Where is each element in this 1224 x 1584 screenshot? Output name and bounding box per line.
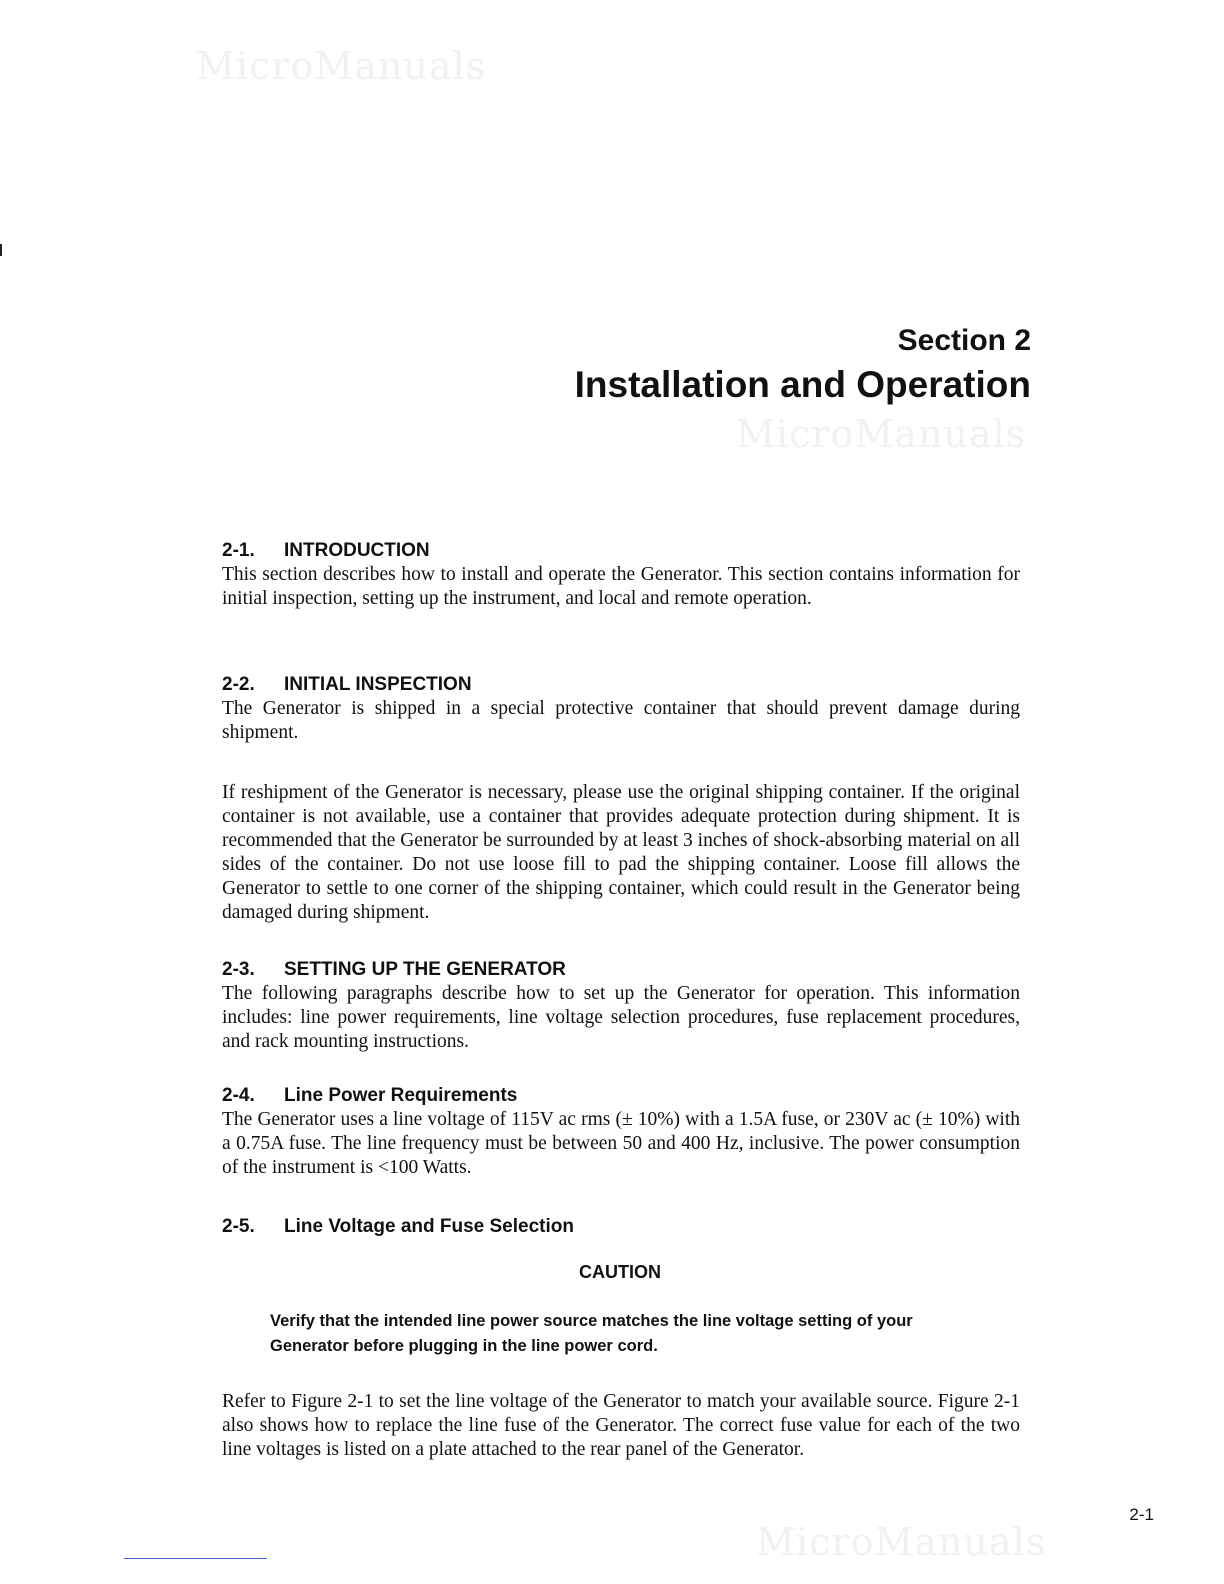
heading-text: Line Power Requirements (284, 1085, 518, 1106)
heading-text: SETTING UP THE GENERATOR (284, 959, 566, 980)
section-number: Section 2 (897, 324, 1031, 357)
footer-rule (124, 1558, 267, 1559)
margin-mark (0, 244, 2, 256)
inspection-paragraph: The Generator is shipped in a special protective container that should prevent damage during shipment. (222, 698, 1020, 743)
heading-number: 2-1. (222, 540, 255, 561)
heading-voltage-fuse (222, 1216, 574, 1238)
heading-number: 2-4. (222, 1085, 255, 1106)
heading-number: 2-3. (222, 959, 255, 980)
watermark-bottom: MicroManuals (756, 1520, 1047, 1564)
page-number: 2-1 (1129, 1505, 1154, 1524)
watermark-top: MicroManuals (196, 44, 487, 88)
heading-setting-up (222, 959, 566, 981)
reshipment-paragraph: If reshipment of the Generator is necessary, please use the original shipping container. If the original container is not available, use a container that provides adequate protection during shipment. It is recommended that the Generator be surrounded by at least 3 inches of shock-absorbing material on all sides of the container. Do not use loose fill to pad the shipping container. Loose fill allows the Generator to settle to one corner of the shipping container, which could result in the Generator being damaged during shipment. (222, 782, 1020, 923)
heading-text: INTRODUCTION (284, 540, 430, 561)
heading-number: 2-2. (222, 674, 255, 695)
caution-text: Verify that the intended line power source matches the line voltage setting of your Generator before plugging in the line power cord. (270, 1312, 913, 1355)
heading-text: Line Voltage and Fuse Selection (284, 1216, 574, 1237)
setup-paragraph: The following paragraphs describe how to set up the Generator for operation. This information includes: line power requirements, line voltage selection procedures, fuse replacement procedures, and rack mounting instructions. (222, 983, 1020, 1052)
watermark-middle: MicroManuals (736, 412, 1027, 456)
heading-text: INITIAL INSPECTION (284, 674, 472, 695)
introduction-paragraph: This section describes how to install and operate the Generator. This section contains information for initial inspection, setting up the instrument, and local and remote operation. (222, 564, 1020, 609)
caution-title: CAUTION (579, 1262, 661, 1282)
power-paragraph: The Generator uses a line voltage of 115V ac rms (± 10%) with a 1.5A fuse, or 230V ac (± 10%) with a 0.75A fuse. The line frequency must be between 50 and 400 Hz, inclusive. The power consumption of the instrument is <100 Watts. (222, 1109, 1020, 1178)
heading-initial-inspection (222, 674, 472, 696)
heading-line-power (222, 1085, 517, 1107)
heading-number: 2-5. (222, 1216, 255, 1237)
fuse-paragraph: Refer to Figure 2-1 to set the line voltage of the Generator to match your available source. Figure 2-1 also shows how to replace the line fuse of the Generator. The correct fuse value for each of the two line voltages is listed on a plate attached to the rear panel of the Generator. (222, 1391, 1020, 1460)
heading-introduction (222, 540, 430, 562)
section-title: Installation and Operation (574, 364, 1031, 405)
